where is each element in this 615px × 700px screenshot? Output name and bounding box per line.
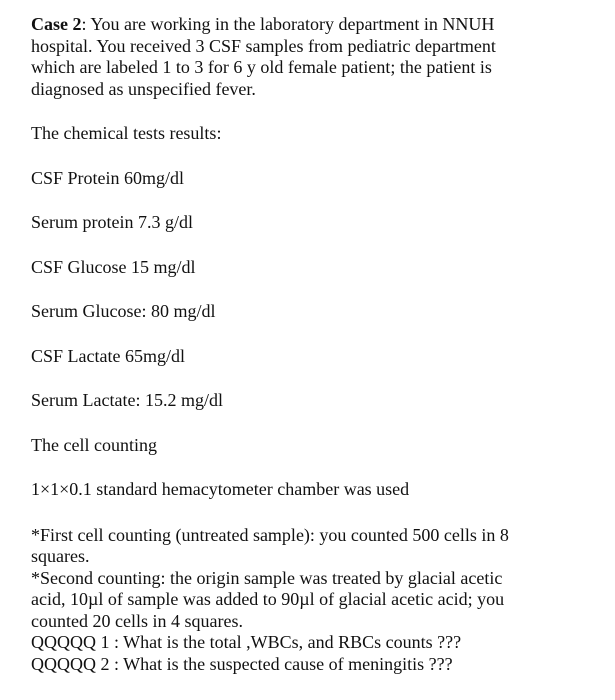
first-counting: *First cell counting (untreated sample): you counted 500 cells in 8 squares. — [31, 524, 509, 566]
result-serum-glucose: Serum Glucose: 80 mg/dl — [31, 301, 216, 321]
question-2: QQQQQ 2 : What is the suspected cause of meningitis ??? — [31, 653, 453, 674]
second-counting: *Second counting: the origin sample was treated by glacial acetic acid, 10µl of sample was added to 90µl of glacial acetic acid; you counted 20 cells in 4 squares. — [31, 567, 505, 631]
case-intro — [31, 14, 541, 100]
result-csf-protein: CSF Protein 60mg/dl — [31, 167, 185, 188]
case-label: Case 2 — [31, 14, 82, 34]
result-serum-protein: Serum protein 7.3 g/dl — [31, 212, 193, 232]
case-intro-text: : You are working in the laboratory department in NNUH hospital. You received 3 CSF samples from pediatric department which are labeled 1 to 3 for 6 y old female patient; the patient is diagnosed as unspecified fever. — [31, 14, 496, 99]
chemical-heading: The chemical tests results: — [31, 123, 222, 143]
chamber-note: 1×1×0.1 standard hemacytometer chamber was used — [31, 479, 410, 499]
result-serum-lactate: Serum Lactate: 15.2 mg/dl — [31, 390, 223, 410]
result-csf-glucose: CSF Glucose 15 mg/dl — [31, 256, 196, 277]
result-csf-lactate: CSF Lactate 65mg/dl — [31, 345, 185, 366]
cell-heading: The cell counting — [31, 434, 157, 455]
case-document — [31, 14, 601, 675]
question-1: QQQQQ 1 : What is the total ,WBCs, and RBCs counts ??? — [31, 632, 462, 652]
